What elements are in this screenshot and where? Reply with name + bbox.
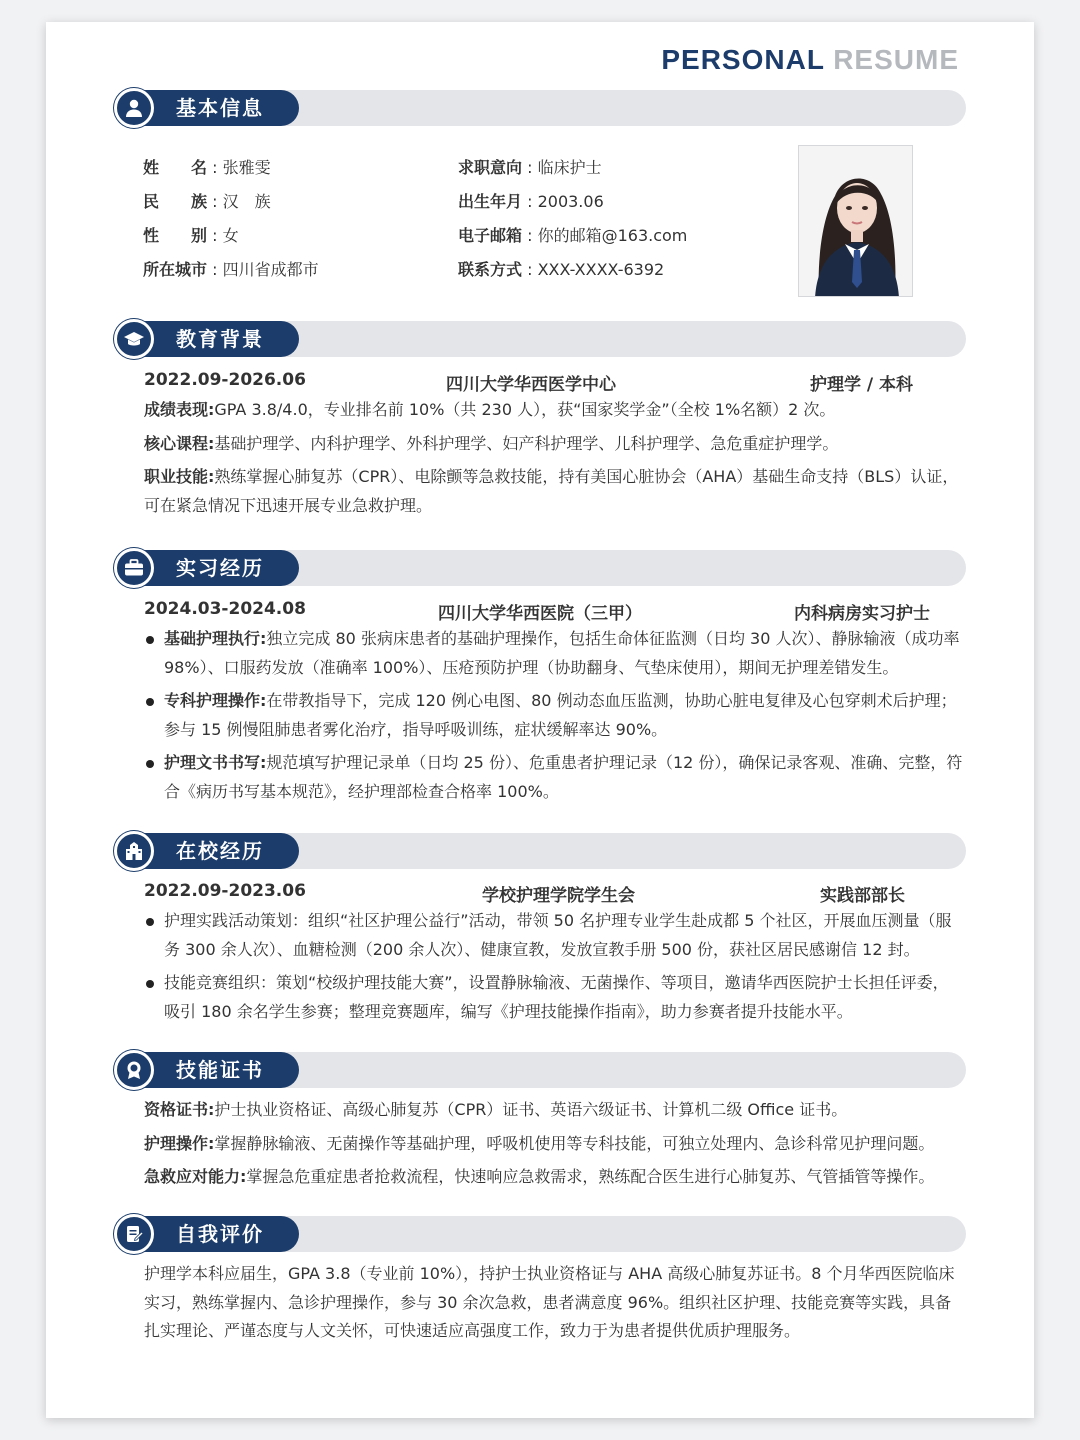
brand-word-resume: RESUME (833, 44, 959, 75)
ethnic-label: 民 族 (143, 192, 208, 211)
internship-item: 护理文书书写:规范填写护理记录单（日均 25 份）、危重患者护理记录（12 份），确保记录客观、准确、完整，符合《病历书写基本规范》，经护理部检查合格率 100%。 (146, 749, 964, 806)
section-campus (114, 831, 966, 871)
campus-role: 实践部部长 (820, 886, 905, 906)
email-value: 你的邮箱@163.com (537, 226, 688, 245)
job-label: 求职意向 (458, 158, 523, 177)
resume-page (46, 22, 1034, 1418)
job-value: 临床护士 (537, 158, 602, 177)
gender-value: 女 (222, 226, 239, 245)
city-value: 四川省成都市 (222, 260, 319, 279)
education-major: 护理学 / 本科 (810, 375, 914, 395)
internship-item: 专科护理操作:在带教指导下，完成 120 例心电图、80 例动态血压监测，协助心脏电复律及心包穿刺术后护理；参与 15 例慢阻肺患者雾化治疗，指导呼吸训练，症状缓解率达 90%。 (146, 687, 964, 744)
education-period: 2022.09-2026.06 (144, 370, 306, 390)
skills-cert: 资格证书:护士执业资格证、高级心肺复苏（CPR）证书、英语六级证书、计算机二级 Office 证书。 (144, 1100, 848, 1119)
education-skill: 职业技能:熟练掌握心肺复苏（CPR）、电除颤等急救技能，持有美国心脏协会（AHA）基础生命支持（BLS）认证，可在紧急情况下迅速开展专业急救护理。 (144, 467, 959, 515)
section-title: 自我评价 (176, 1222, 264, 1246)
section-title: 在校经历 (176, 839, 264, 863)
internship-row (144, 599, 934, 623)
brand-word-personal: PERSONAL (661, 44, 825, 75)
award-medal-icon (114, 1050, 154, 1090)
birth-label: 出生年月 (458, 192, 523, 211)
name-label: 姓 名 (143, 158, 208, 177)
briefcase-icon (114, 548, 154, 588)
notebook-pen-icon (114, 1214, 154, 1254)
campus-row (144, 881, 934, 905)
education-grades: 成绩表现:GPA 3.8/4.0，专业排名前 10%（共 230 人），获“国家奖学金”（全校 1%名额）2 次。 (144, 400, 836, 419)
campus-period: 2022.09-2023.06 (144, 881, 306, 901)
section-title: 基本信息 (176, 96, 264, 120)
phone-label: 联系方式 (458, 260, 523, 279)
bullet-dot (146, 698, 154, 706)
campus-item: 技能竞赛组织：策划“校级护理技能大赛”，设置静脉输液、无菌操作、等项目，邀请华西医院护士长担任评委，吸引 180 余名学生参赛；整理竞赛题库，编写《护理技能操作指南》，助力参赛者提升技能水平。 (146, 969, 964, 1026)
birth-value: 2003.06 (537, 192, 604, 211)
skills-emergency: 急救应对能力:掌握急危重症患者抢救流程，快速响应急救需求，熟练配合医生进行心肺复苏、气管插管等操作。 (144, 1167, 935, 1186)
education-row (144, 370, 934, 394)
school-building-icon (114, 831, 154, 871)
education-school: 四川大学华西医学中心 (446, 375, 616, 395)
phone-value: XXX-XXXX-6392 (537, 260, 665, 279)
section-title: 技能证书 (176, 1058, 264, 1082)
education-courses: 核心课程:基础护理学、内科护理学、外科护理学、妇产科护理学、儿科护理学、急危重症护理学。 (144, 434, 839, 453)
graduation-cap-icon (114, 319, 154, 359)
internship-item: 基础护理执行:独立完成 80 张病床患者的基础护理操作，包括生命体征监测（日均 30 人次）、静脉输液（成功率 98%）、口服药发放（准确率 100%）、压疮预防护理（协助翻身、气垫床使用），期间无护理差错发生。 (146, 625, 964, 682)
bullet-dot (146, 760, 154, 768)
birth-row: 出生年月 : 2003.06 (458, 192, 604, 211)
campus-item: 护理实践活动策划：组织“社区护理公益行”活动，带领 50 名护理专业学生赴成都 5 个社区，开展血压测量（服务 300 余人次）、血糖检测（200 余人次）、健康宣教，发放宣教手册 500 份，获社区居民感谢信 12 封。 (146, 907, 964, 964)
city-row: 所在城市 : 四川省成都市 (143, 260, 319, 279)
email-label: 电子邮箱 (458, 226, 523, 245)
gender-label: 性 别 (143, 226, 208, 245)
skills-operation: 护理操作:掌握静脉输液、无菌操作等基础护理，呼吸机使用等专科技能，可独立处理内、急诊科常见护理问题。 (144, 1134, 935, 1153)
name-value: 张雅雯 (222, 158, 271, 177)
person-icon (114, 88, 154, 128)
section-basic (114, 88, 966, 128)
gender-row: 性 别 : 女 (143, 226, 239, 245)
phone-row: 联系方式 : XXX-XXXX-6392 (458, 260, 665, 279)
section-skills (114, 1050, 966, 1090)
name-row: 姓 名 : 张雅雯 (143, 158, 271, 177)
self-evaluation: 护理学本科应届生，GPA 3.8（专业前 10%），持护士执业资格证与 AHA 高级心肺复苏证书。8 个月华西医院临床实习，熟练掌握内、急诊护理操作，参与 30 余次急救，患者满意度 96%。组织社区护理、技能竞赛等实践，具备扎实理论、严谨态度与人文关怀，可快速适应高强度工作，致力于为患者提供优质护理服务。 (144, 1264, 955, 1340)
section-education (114, 319, 966, 359)
internship-period: 2024.03-2024.08 (144, 599, 306, 619)
section-self (114, 1214, 966, 1254)
city-label: 所在城市 (143, 260, 208, 279)
portrait-photo (798, 145, 913, 297)
brand-title (661, 44, 959, 76)
section-title: 教育背景 (176, 327, 264, 351)
job-row: 求职意向 : 临床护士 (458, 158, 602, 177)
email-row: 电子邮箱 : 你的邮箱@163.com (458, 226, 688, 245)
section-internship (114, 548, 966, 588)
bullet-dot (146, 636, 154, 644)
campus-org: 学校护理学院学生会 (482, 886, 635, 906)
bullet-dot (146, 918, 154, 926)
ethnic-row: 民 族 : 汉 族 (143, 192, 271, 211)
internship-org: 四川大学华西医院（三甲） (438, 604, 642, 624)
ethnic-value: 汉 族 (222, 192, 271, 211)
bullet-dot (146, 980, 154, 988)
section-title: 实习经历 (176, 556, 264, 580)
internship-role: 内科病房实习护士 (794, 604, 930, 624)
